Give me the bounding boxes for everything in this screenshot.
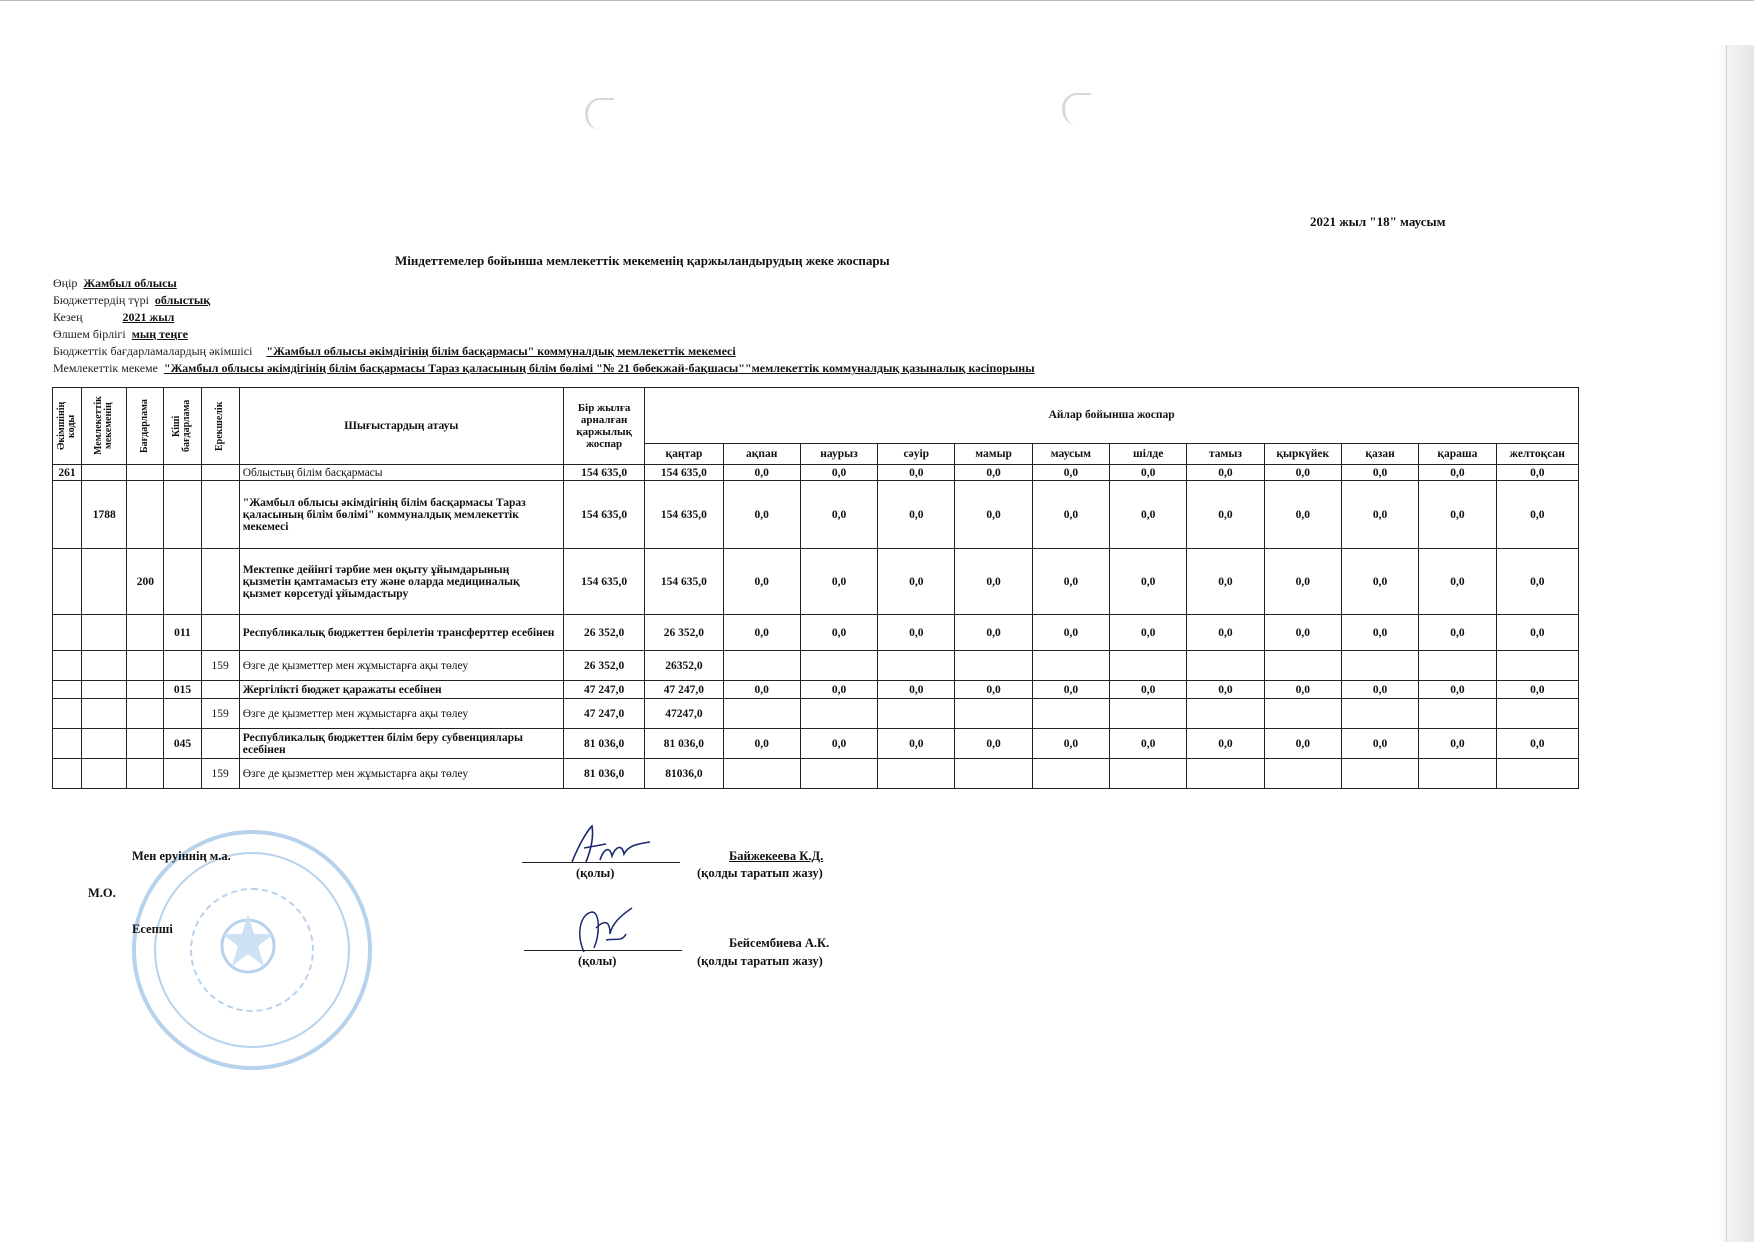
table-body: [53, 465, 1579, 789]
month-value-cell: 0,0: [1187, 465, 1264, 481]
month-value-cell: [1032, 759, 1109, 789]
code-cell: [82, 759, 127, 789]
month-value-cell: 0,0: [1419, 729, 1496, 759]
month-value-cell: [1110, 759, 1187, 789]
code-cell: [201, 465, 239, 481]
month-value-cell: 0,0: [878, 681, 955, 699]
meta-institution: [53, 361, 1035, 376]
header-month: шілде: [1110, 443, 1187, 464]
month-value-cell: 0,0: [1187, 729, 1264, 759]
header-month: сәуір: [878, 443, 955, 464]
month-value-cell: 0,0: [1496, 615, 1578, 651]
table-row: [53, 465, 1579, 481]
month-value-cell: 0,0: [1496, 465, 1578, 481]
month-value-cell: 0,0: [1341, 481, 1418, 549]
accountant-label: Есепші: [132, 922, 173, 936]
month-value-cell: [1496, 699, 1578, 729]
head-signatory-name: Байжекеева К.Д.: [729, 849, 824, 863]
header-institution-code: [82, 388, 127, 465]
month-value-cell: 0,0: [955, 729, 1032, 759]
meta-key: Бюджеттік бағдарламалардың әкімшісі: [53, 344, 253, 358]
annual-plan-cell: 154 635,0: [563, 481, 644, 549]
code-cell: [201, 481, 239, 549]
month-value-cell: [1187, 651, 1264, 681]
month-value-cell: 0,0: [878, 481, 955, 549]
month-value-cell: 47 247,0: [645, 681, 723, 699]
code-cell: 015: [164, 681, 201, 699]
expense-name-cell: Мектепке дейінгі тәрбие мен оқыту ұйымдарының қызметін қамтамасыз ету және оларда медициналық қызмет көрсетуді ұйымдастыру: [239, 549, 563, 615]
header-text: Бағдарлама: [139, 399, 151, 453]
table-row: [53, 699, 1579, 729]
code-cell: [201, 615, 239, 651]
month-value-cell: 0,0: [723, 729, 800, 759]
month-value-cell: 0,0: [878, 465, 955, 481]
header-month: тамыз: [1187, 443, 1264, 464]
month-value-cell: 0,0: [1187, 681, 1264, 699]
code-cell: 261: [53, 465, 82, 481]
table-row: [53, 481, 1579, 549]
code-cell: 200: [127, 549, 164, 615]
scan-top-edge: [0, 0, 1754, 1]
month-value-cell: 81 036,0: [645, 729, 723, 759]
meta-value: 2021 жыл: [122, 310, 175, 324]
meta-value: "Жамбыл облысы әкімдігінің білім басқармасы Тараз қаласының білім бөлімі "№ 21 бөбекжай-бақшасы""мемлекеттік коммуналдық қазыналық кәсіпорыны: [163, 361, 1035, 375]
header-month: қаңтар: [645, 443, 723, 464]
month-value-cell: 0,0: [1110, 481, 1187, 549]
code-cell: [82, 651, 127, 681]
scan-right-edge: [1718, 45, 1754, 1242]
code-cell: [127, 681, 164, 699]
document-title: Міндеттемелер бойынша мемлекеттік мекеменің қаржыландырудың жеке жоспары: [395, 253, 890, 268]
code-cell: 1788: [82, 481, 127, 549]
code-cell: [127, 699, 164, 729]
punch-hole-mark: [585, 98, 614, 130]
month-value-cell: [1187, 699, 1264, 729]
code-cell: [53, 759, 82, 789]
table-row: [53, 549, 1579, 615]
header-expense-name: Шығыстардың атауы: [239, 388, 563, 465]
header-text: Мемлекеттік мекеменің: [93, 396, 115, 456]
month-value-cell: 0,0: [1419, 681, 1496, 699]
month-value-cell: 0,0: [955, 481, 1032, 549]
header-monthly-plan: Айлар бойынша жоспар: [645, 388, 1579, 444]
code-cell: [82, 615, 127, 651]
code-cell: 159: [201, 759, 239, 789]
header-program: [127, 388, 164, 465]
header-text: Ерекшелік: [214, 401, 226, 451]
month-value-cell: [1419, 699, 1496, 729]
meta-value: "Жамбыл облысы әкімдігінің білім басқармасы" коммуналдық мемлекеттік мекемесі: [266, 344, 736, 358]
month-value-cell: 0,0: [1264, 729, 1341, 759]
accountant-name: Бейсембиева А.К.: [729, 936, 830, 950]
month-value-cell: [1341, 651, 1418, 681]
month-value-cell: 0,0: [723, 615, 800, 651]
month-value-cell: [878, 699, 955, 729]
code-cell: [82, 699, 127, 729]
code-cell: [164, 549, 201, 615]
code-cell: [201, 681, 239, 699]
header-month: қыркүйек: [1264, 443, 1341, 464]
month-value-cell: 0,0: [1264, 549, 1341, 615]
month-value-cell: 0,0: [1341, 465, 1418, 481]
month-value-cell: 154 635,0: [645, 481, 723, 549]
month-value-cell: [1032, 699, 1109, 729]
code-cell: [82, 681, 127, 699]
month-value-cell: 0,0: [955, 681, 1032, 699]
month-value-cell: [1110, 699, 1187, 729]
month-value-cell: 0,0: [1496, 481, 1578, 549]
month-value-cell: 0,0: [1110, 681, 1187, 699]
month-value-cell: [1110, 651, 1187, 681]
meta-key: Өлшем бірлігі: [53, 327, 126, 341]
month-value-cell: 47247,0: [645, 699, 723, 729]
month-value-cell: 0,0: [723, 481, 800, 549]
accountant-decode-caption: (қолды таратып жазу): [697, 954, 823, 968]
month-value-cell: 0,0: [1341, 615, 1418, 651]
month-value-cell: 0,0: [723, 549, 800, 615]
meta-key: Бюджеттердің түрі: [53, 293, 149, 307]
month-value-cell: 0,0: [1496, 681, 1578, 699]
document-date: 2021 жыл "18" маусым: [1310, 214, 1446, 229]
month-value-cell: [1419, 759, 1496, 789]
month-value-cell: 0,0: [1264, 465, 1341, 481]
code-cell: [127, 759, 164, 789]
code-cell: [164, 651, 201, 681]
annual-plan-cell: 26 352,0: [563, 651, 644, 681]
meta-value: мың теңге: [131, 327, 188, 341]
month-value-cell: [800, 759, 877, 789]
table-row: [53, 681, 1579, 699]
code-cell: [82, 729, 127, 759]
month-value-cell: 0,0: [800, 465, 877, 481]
month-value-cell: 0,0: [1032, 549, 1109, 615]
official-seal-stamp: [132, 830, 372, 1070]
header-month: ақпан: [723, 443, 800, 464]
expense-name-cell: "Жамбыл облысы әкімдігінің білім басқармасы Тараз қаласының білім бөлімі" коммуналдық мемлекеттік мекемесі: [239, 481, 563, 549]
expense-name-cell: Облыстың білім басқармасы: [239, 465, 563, 481]
code-cell: [53, 699, 82, 729]
code-cell: [201, 549, 239, 615]
code-cell: [127, 615, 164, 651]
header-annual-plan: Бір жылға арналған қаржылық жоспар: [563, 388, 644, 465]
month-value-cell: 0,0: [1187, 481, 1264, 549]
header-text: Әкімшінің коды: [56, 401, 78, 451]
month-value-cell: [955, 759, 1032, 789]
code-cell: [53, 651, 82, 681]
annual-plan-cell: 26 352,0: [563, 615, 644, 651]
meta-administrator: [53, 344, 736, 359]
month-value-cell: 0,0: [955, 615, 1032, 651]
month-value-cell: [1187, 759, 1264, 789]
month-value-cell: [723, 699, 800, 729]
month-value-cell: 0,0: [800, 729, 877, 759]
annual-plan-cell: 47 247,0: [563, 681, 644, 699]
seal-emblem-icon: [136, 834, 360, 1058]
code-cell: [201, 729, 239, 759]
expense-name-cell: Республикалық бюджеттен берілетін трансферттер есебінен: [239, 615, 563, 651]
month-value-cell: [800, 651, 877, 681]
month-value-cell: 0,0: [1496, 549, 1578, 615]
annual-plan-cell: 47 247,0: [563, 699, 644, 729]
expense-name-cell: Республикалық бюджеттен білім беру субвенциялары есебінен: [239, 729, 563, 759]
annual-plan-cell: 154 635,0: [563, 549, 644, 615]
expense-name-cell: Жергілікті бюджет қаражаты есебінен: [239, 681, 563, 699]
month-value-cell: 0,0: [800, 681, 877, 699]
head-handwritten-signature: [566, 822, 656, 868]
header-month: желтоқсан: [1496, 443, 1578, 464]
seal-place-label: М.О.: [88, 886, 116, 900]
table-row: [53, 615, 1579, 651]
month-value-cell: 0,0: [955, 465, 1032, 481]
meta-region: [53, 276, 177, 291]
month-value-cell: [878, 759, 955, 789]
month-value-cell: 0,0: [1496, 729, 1578, 759]
code-cell: 045: [164, 729, 201, 759]
month-value-cell: 0,0: [1264, 681, 1341, 699]
month-value-cell: 0,0: [1187, 615, 1264, 651]
header-month: наурыз: [800, 443, 877, 464]
month-value-cell: 0,0: [1419, 465, 1496, 481]
code-cell: [53, 615, 82, 651]
month-value-cell: 0,0: [1264, 615, 1341, 651]
code-cell: [127, 651, 164, 681]
month-value-cell: [1264, 651, 1341, 681]
code-cell: [53, 549, 82, 615]
meta-unit: [53, 327, 188, 342]
month-value-cell: 0,0: [1341, 729, 1418, 759]
header-text: Кіші бағдарлама: [171, 399, 193, 453]
header-subprogram: [164, 388, 201, 465]
month-value-cell: 0,0: [1032, 681, 1109, 699]
accountant-sign-caption: (қолы): [578, 954, 617, 968]
month-value-cell: [723, 759, 800, 789]
month-value-cell: 0,0: [1341, 681, 1418, 699]
month-value-cell: 0,0: [1264, 481, 1341, 549]
code-cell: [53, 681, 82, 699]
month-value-cell: 0,0: [955, 549, 1032, 615]
code-cell: 159: [201, 699, 239, 729]
month-value-cell: 0,0: [1110, 729, 1187, 759]
meta-budget-type: [53, 293, 210, 308]
month-value-cell: 0,0: [1032, 481, 1109, 549]
code-cell: 159: [201, 651, 239, 681]
month-value-cell: 0,0: [1419, 481, 1496, 549]
month-value-cell: [955, 699, 1032, 729]
accountant-handwritten-signature: [570, 904, 640, 958]
meta-value: Жамбыл облысы: [83, 276, 177, 290]
header-month: қазан: [1341, 443, 1418, 464]
code-cell: [164, 481, 201, 549]
month-value-cell: 0,0: [1032, 615, 1109, 651]
punch-hole-mark: [1062, 93, 1091, 125]
month-value-cell: 26 352,0: [645, 615, 723, 651]
annual-plan-cell: 81 036,0: [563, 729, 644, 759]
month-value-cell: [955, 651, 1032, 681]
meta-key: Өңір: [53, 276, 78, 290]
code-cell: [127, 465, 164, 481]
head-decode-caption: (қолды таратып жазу): [697, 866, 823, 880]
month-value-cell: 154 635,0: [645, 465, 723, 481]
financing-plan-table: [52, 387, 1579, 789]
month-value-cell: [1341, 759, 1418, 789]
month-value-cell: 0,0: [1032, 729, 1109, 759]
annual-plan-cell: 81 036,0: [563, 759, 644, 789]
month-value-cell: [1032, 651, 1109, 681]
expense-name-cell: Өзге де қызметтер мен жұмыстарға ақы төлеу: [239, 651, 563, 681]
month-value-cell: [1341, 699, 1418, 729]
month-value-cell: 0,0: [1187, 549, 1264, 615]
month-value-cell: 0,0: [878, 729, 955, 759]
month-value-cell: 0,0: [800, 615, 877, 651]
month-value-cell: 0,0: [800, 481, 877, 549]
month-value-cell: 0,0: [800, 549, 877, 615]
month-value-cell: 0,0: [878, 549, 955, 615]
expense-name-cell: Өзге де қызметтер мен жұмыстарға ақы төлеу: [239, 759, 563, 789]
header-admin-code: [53, 388, 82, 465]
code-cell: [164, 699, 201, 729]
meta-value: облыстық: [154, 293, 211, 307]
month-value-cell: 0,0: [1110, 549, 1187, 615]
month-value-cell: 0,0: [878, 615, 955, 651]
code-cell: [164, 465, 201, 481]
month-value-cell: [1496, 759, 1578, 789]
table-row: [53, 651, 1579, 681]
table-row: [53, 759, 1579, 789]
month-value-cell: [1496, 651, 1578, 681]
code-cell: [164, 759, 201, 789]
month-value-cell: [723, 651, 800, 681]
head-sign-caption: (қолы): [576, 866, 615, 880]
head-signatory-label: Мен еруіннің м.а.: [132, 849, 231, 863]
month-value-cell: [878, 651, 955, 681]
meta-period: [53, 310, 174, 325]
meta-key: Кезең: [53, 310, 83, 324]
code-cell: 011: [164, 615, 201, 651]
month-value-cell: 26352,0: [645, 651, 723, 681]
header-specific: [201, 388, 239, 465]
annual-plan-cell: 154 635,0: [563, 465, 644, 481]
month-value-cell: 0,0: [1341, 549, 1418, 615]
expense-name-cell: Өзге де қызметтер мен жұмыстарға ақы төлеу: [239, 699, 563, 729]
header-month: маусым: [1032, 443, 1109, 464]
month-value-cell: [1264, 759, 1341, 789]
month-value-cell: 0,0: [723, 681, 800, 699]
meta-key: Мемлекеттік мекеме: [53, 361, 158, 375]
month-value-cell: 0,0: [1419, 549, 1496, 615]
header-month: мамыр: [955, 443, 1032, 464]
month-value-cell: 154 635,0: [645, 549, 723, 615]
code-cell: [53, 729, 82, 759]
month-value-cell: [1419, 651, 1496, 681]
code-cell: [82, 549, 127, 615]
month-value-cell: 0,0: [1419, 615, 1496, 651]
code-cell: [127, 481, 164, 549]
month-value-cell: [1264, 699, 1341, 729]
month-value-cell: 0,0: [1110, 615, 1187, 651]
month-value-cell: 0,0: [1110, 465, 1187, 481]
month-value-cell: 0,0: [1032, 465, 1109, 481]
table-row: [53, 729, 1579, 759]
month-value-cell: 81036,0: [645, 759, 723, 789]
month-value-cell: [800, 699, 877, 729]
code-cell: [127, 729, 164, 759]
code-cell: [53, 481, 82, 549]
code-cell: [82, 465, 127, 481]
month-value-cell: 0,0: [723, 465, 800, 481]
header-month: қараша: [1419, 443, 1496, 464]
